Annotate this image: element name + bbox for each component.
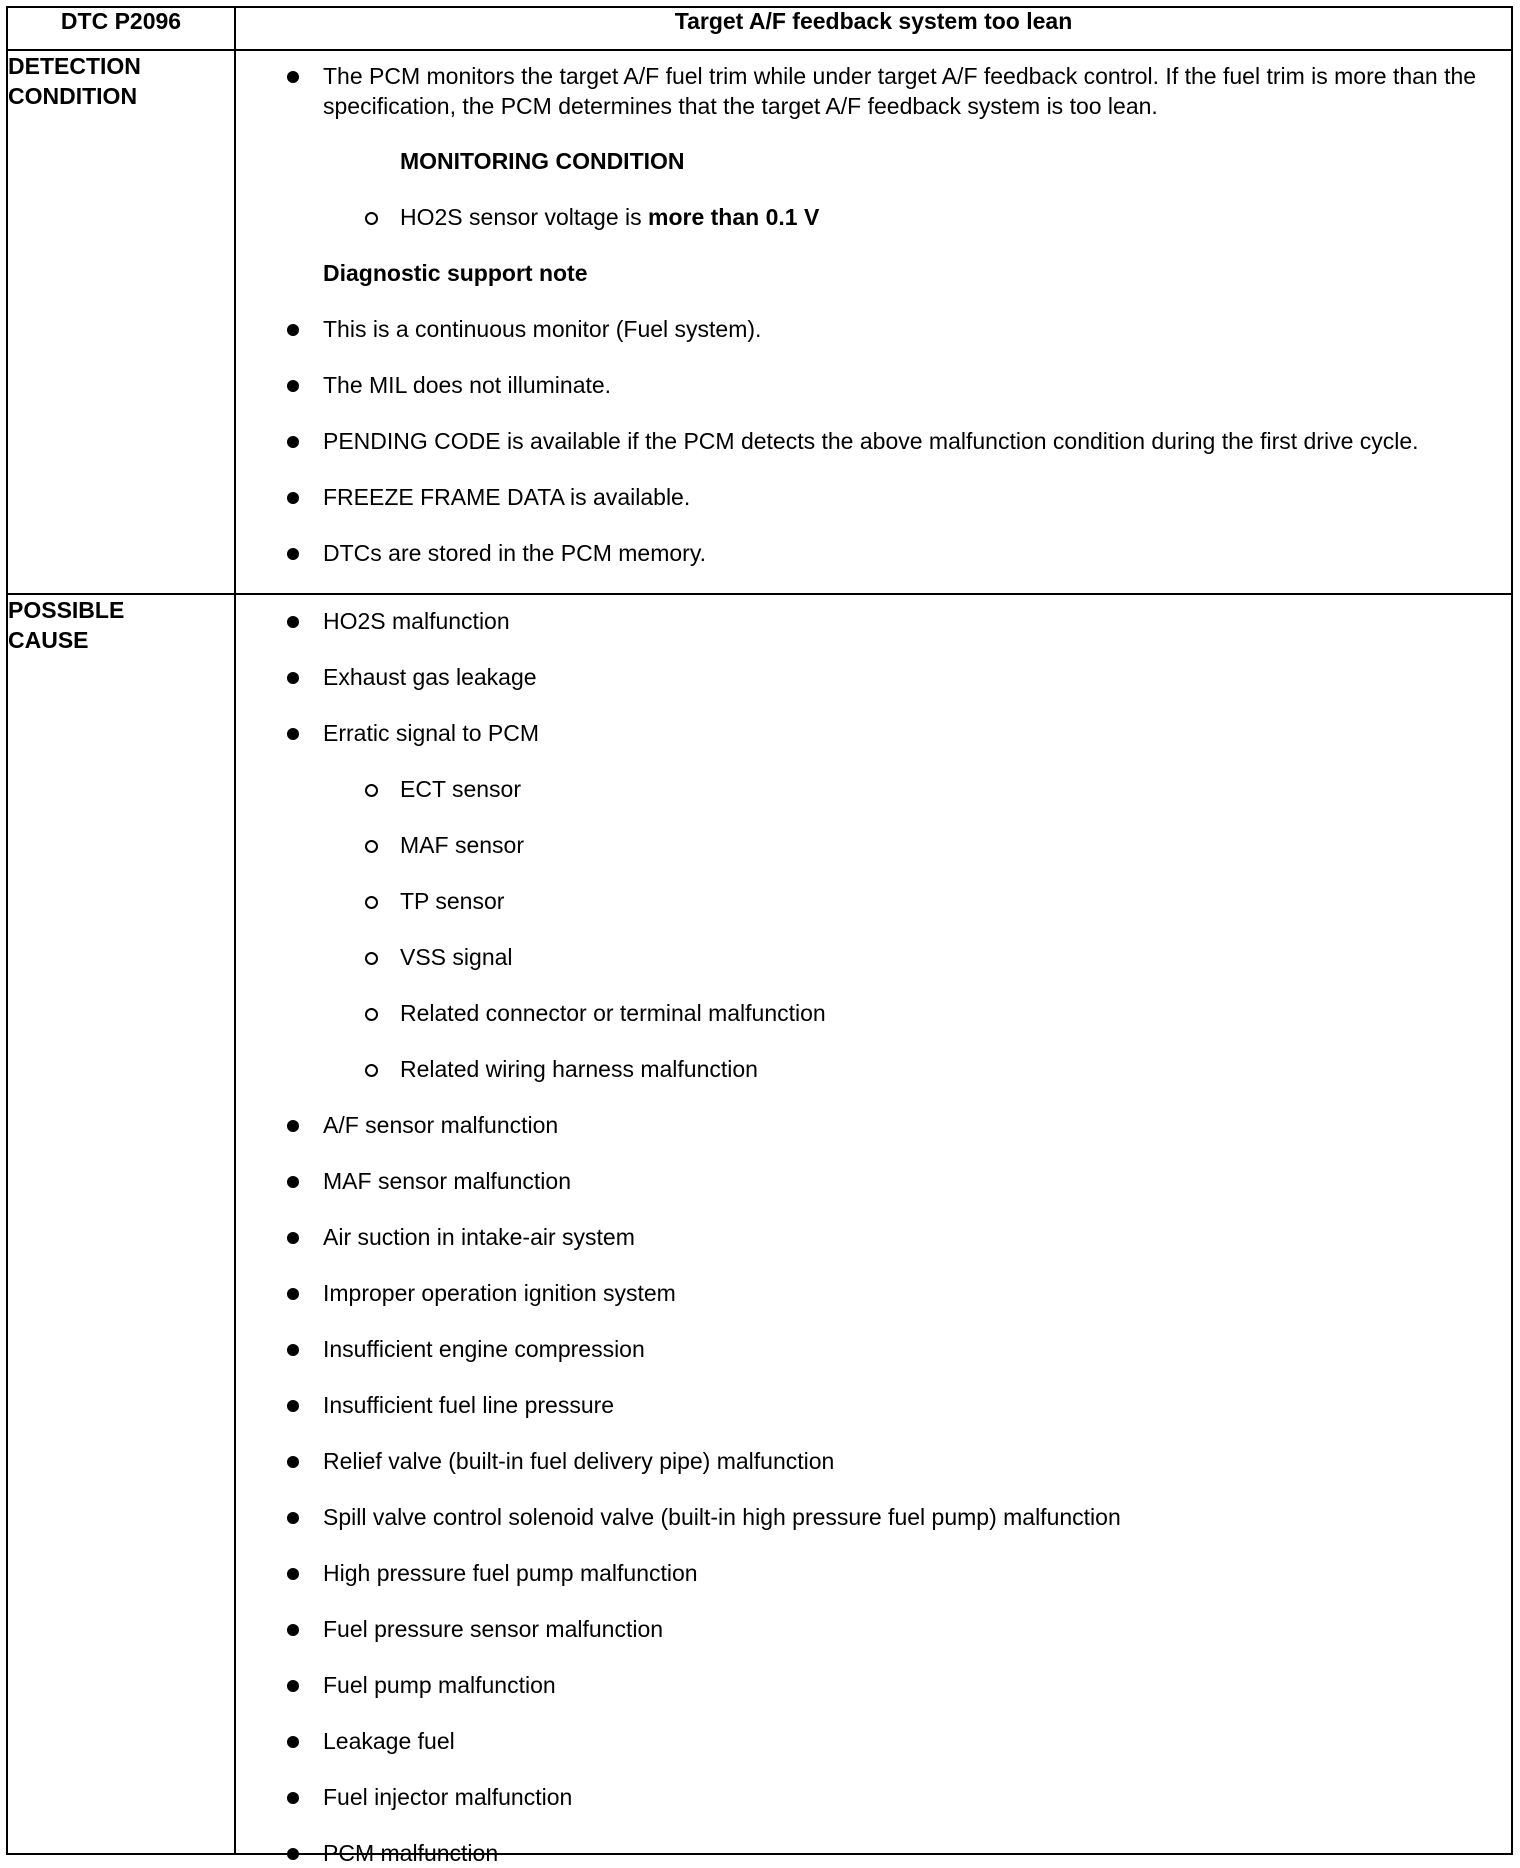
sub-list-item (8, 886, 1511, 916)
list-item (8, 1614, 1511, 1644)
dtc-title: Target A/F feedback system too lean (235, 7, 1512, 50)
bullet-icon (287, 71, 299, 83)
list-item-text: Related connector or terminal malfunction (400, 1000, 826, 1026)
monitoring-prefix: HO2S sensor voltage is (400, 204, 649, 230)
list-item-text: Improper operation ignition system (323, 1280, 676, 1306)
bullet-icon (287, 1568, 299, 1580)
bullet-icon (287, 1512, 299, 1524)
list-item (8, 1166, 1511, 1196)
detection-body (8, 51, 1511, 593)
bullet-icon (287, 1288, 299, 1300)
list-item-text: Related wiring harness malfunction (400, 1056, 758, 1082)
list-item (8, 1390, 1511, 1420)
bullet-icon (287, 728, 299, 740)
list-item-text: Insufficient engine compression (323, 1336, 645, 1362)
bullet-icon (287, 616, 299, 628)
list-item-text: Exhaust gas leakage (323, 664, 537, 690)
list-item (8, 662, 1511, 692)
sub-bullet-icon (365, 1064, 378, 1077)
bullet-icon (287, 492, 299, 504)
list-item-text: Relief valve (built-in fuel delivery pipe) malfunction (323, 1448, 835, 1474)
monitoring-item (8, 202, 1511, 232)
list-item (8, 1222, 1511, 1252)
list-item-text: DTCs are stored in the PCM memory. (323, 540, 707, 566)
bullet-icon (287, 1120, 299, 1132)
list-item-text: MAF sensor (400, 832, 524, 858)
sub-bullet-icon (365, 840, 378, 853)
sub-bullet-icon (365, 952, 378, 965)
list-item (8, 1558, 1511, 1588)
list-item (8, 1110, 1511, 1140)
sub-bullet-icon (365, 212, 378, 225)
dtc-code: DTC P2096 (7, 7, 235, 50)
bullet-icon (287, 436, 299, 448)
list-item-text: Fuel pressure sensor malfunction (323, 1616, 664, 1642)
list-item-text: TP sensor (400, 888, 505, 914)
detection-row (7, 50, 1512, 594)
list-item (8, 1670, 1511, 1700)
bullet-icon (287, 1456, 299, 1468)
cause-content (235, 594, 1512, 1866)
list-item (8, 1502, 1511, 1532)
detection-summary-item (8, 61, 1511, 121)
list-item-text: High pressure fuel pump malfunction (323, 1560, 698, 1586)
bullet-icon (287, 1232, 299, 1244)
cause-label-text: POSSIBLE CAUSE (8, 597, 125, 653)
sub-bullet-icon (365, 896, 378, 909)
table-header-row (7, 7, 1512, 50)
list-item (8, 482, 1511, 512)
bullet-icon (287, 1400, 299, 1412)
sub-bullet-icon (365, 784, 378, 797)
list-item (8, 538, 1511, 568)
list-item-text: Leakage fuel (323, 1728, 455, 1754)
list-item-text: MAF sensor malfunction (323, 1168, 571, 1194)
list-item (8, 314, 1511, 344)
sub-list-item (8, 774, 1511, 804)
monitoring-value: more than 0.1 V (648, 204, 820, 230)
list-item-text: HO2S malfunction (323, 608, 510, 634)
list-item-text: This is a continuous monitor (Fuel system). (323, 316, 762, 342)
list-item-text: Erratic signal to PCM (323, 720, 540, 746)
bullet-icon (287, 324, 299, 336)
list-item-text: ECT sensor (400, 776, 522, 802)
list-item-text: FREEZE FRAME DATA is available. (323, 484, 691, 510)
detection-content (235, 50, 1512, 594)
list-item-text: A/F sensor malfunction (323, 1112, 559, 1138)
list-item (8, 1838, 1511, 1868)
list-item-text: Insufficient fuel line pressure (323, 1392, 615, 1418)
list-item-text: Air suction in intake-air system (323, 1224, 635, 1250)
sub-list-item (8, 830, 1511, 860)
list-item-text: VSS signal (400, 944, 513, 970)
list-item (8, 718, 1511, 748)
bullet-icon (287, 548, 299, 560)
sub-bullet-icon (365, 1008, 378, 1021)
monitoring-text (8, 202, 1511, 232)
bullet-icon (287, 1344, 299, 1356)
bullet-icon (287, 380, 299, 392)
sub-list-item (8, 1054, 1511, 1084)
list-item (8, 1726, 1511, 1756)
list-item-text: PENDING CODE is available if the PCM detects the above malfunction condition during the first drive cycle. (323, 428, 1419, 454)
bullet-icon (287, 1176, 299, 1188)
list-item-text: Spill valve control solenoid valve (built-in high pressure fuel pump) malfunction (323, 1504, 1121, 1530)
list-item (8, 1446, 1511, 1476)
sub-list-item (8, 942, 1511, 972)
list-item-text: Fuel injector malfunction (323, 1784, 573, 1810)
bullet-icon (287, 1680, 299, 1692)
list-item (8, 426, 1511, 456)
support-heading: Diagnostic support note (323, 260, 588, 286)
list-item (8, 1782, 1511, 1812)
cause-body (8, 595, 1511, 1866)
dtc-table (6, 6, 1513, 1866)
bullet-icon (287, 672, 299, 684)
list-item (8, 1278, 1511, 1308)
list-item (8, 606, 1511, 636)
detection-label-text: DETECTION CONDITION (8, 53, 141, 109)
bullet-icon (287, 1792, 299, 1804)
list-item (8, 370, 1511, 400)
bullet-icon (287, 1736, 299, 1748)
list-item-text: Fuel pump malfunction (323, 1672, 556, 1698)
cause-list (8, 606, 1511, 1868)
list-item-text: PCM malfunction (323, 1840, 499, 1866)
monitoring-heading: MONITORING CONDITION (400, 148, 685, 174)
detection-summary: The PCM monitors the target A/F fuel trim while under target A/F feedback control. If the fuel trim is more than the specification, the PCM determines that the target A/F feedback system is too lean. (323, 63, 1477, 119)
cause-row (7, 594, 1512, 1854)
list-item (8, 1334, 1511, 1364)
support-notes-list (8, 314, 1511, 568)
list-item-text: The MIL does not illuminate. (323, 372, 612, 398)
sub-list-item (8, 998, 1511, 1028)
bullet-icon (287, 1624, 299, 1636)
